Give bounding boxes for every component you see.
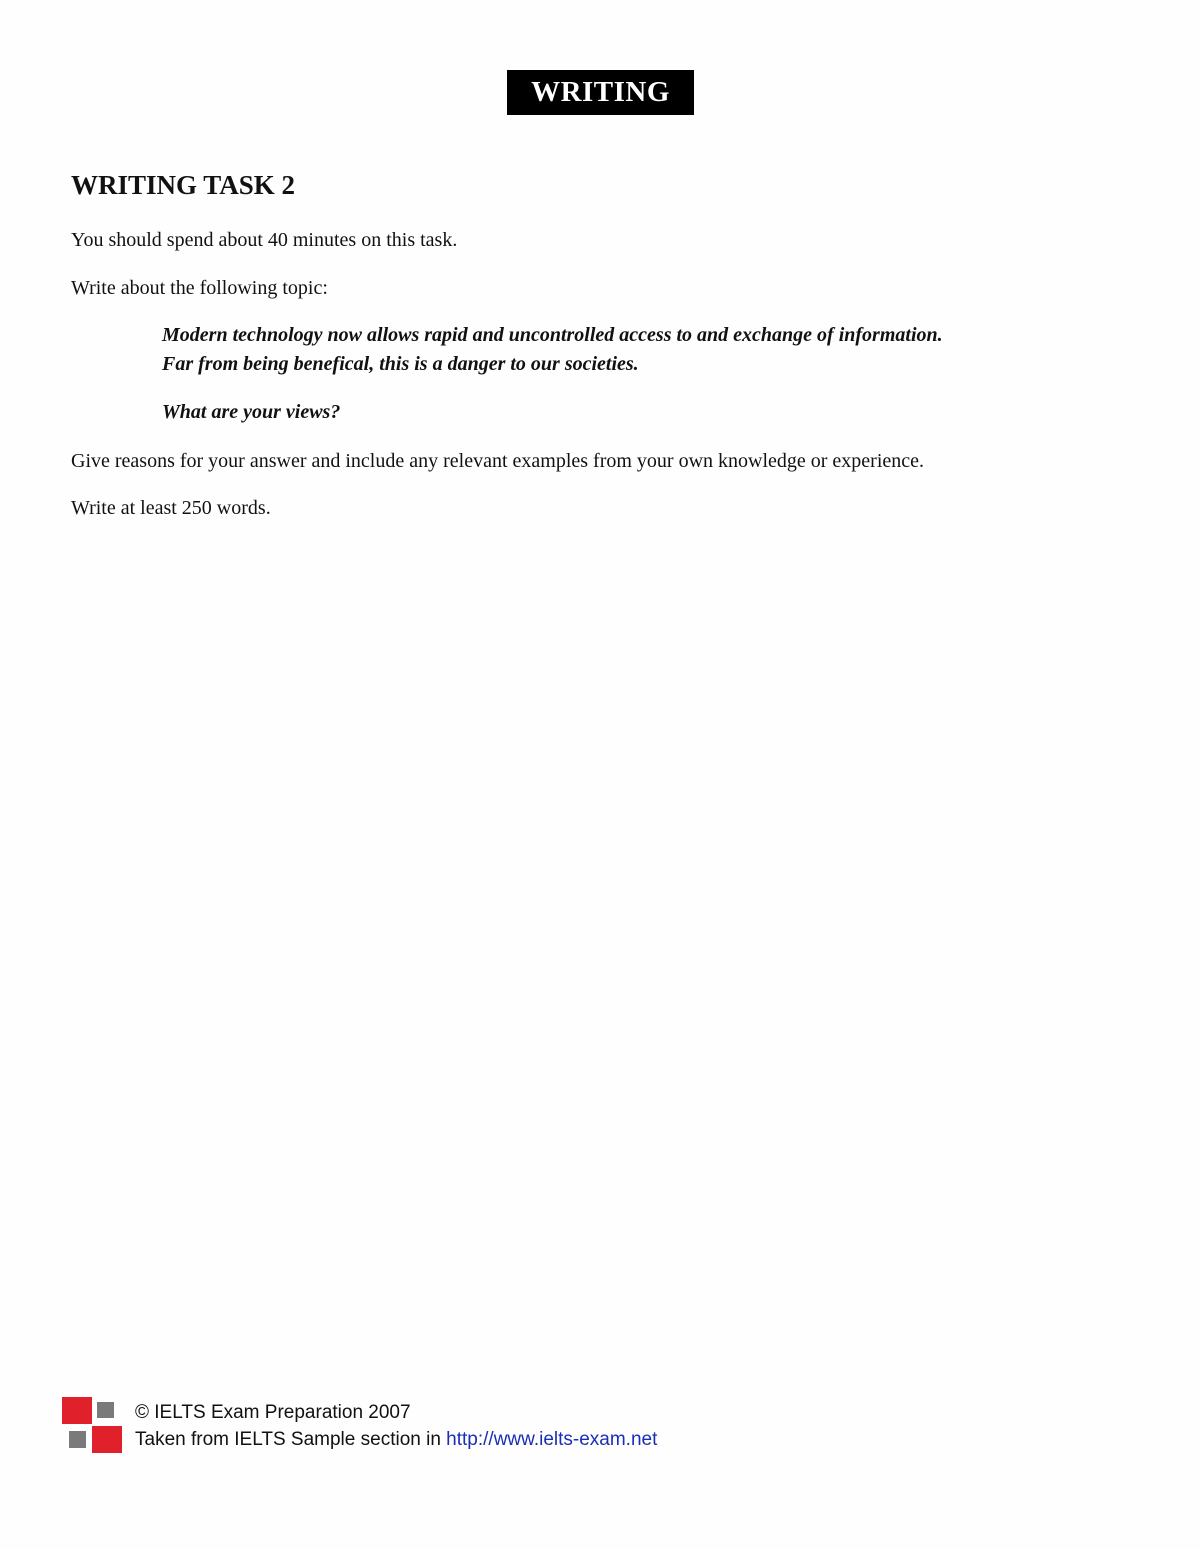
footer-source-prefix: Taken from IELTS Sample section in [135, 1429, 447, 1450]
prompt-line-2: Far from being benefical, this is a danger to our societies. [162, 353, 639, 375]
logo-square-red-top [62, 1397, 92, 1424]
topic-intro: Write about the following topic: [71, 277, 328, 299]
prompt-question: What are your views? [162, 401, 341, 423]
footer-copyright: © IELTS Exam Preparation 2007 [135, 1402, 411, 1423]
reasons-instruction: Give reasons for your answer and include any relevant examples from your own knowledge or experience. [71, 450, 925, 472]
word-count-instruction: Write at least 250 words. [71, 497, 271, 519]
prompt-line-1: Modern technology now allows rapid and uncontrolled access to and exchange of information. [162, 324, 943, 346]
section-banner [507, 70, 694, 115]
logo-square-gray-top [97, 1402, 114, 1418]
publisher-logo [62, 1397, 122, 1455]
task-heading: WRITING TASK 2 [71, 170, 296, 200]
logo-square-gray-bottom [69, 1431, 86, 1448]
section-banner-label: WRITING [531, 76, 670, 108]
footer-source [135, 1429, 657, 1451]
logo-square-red-bottom [92, 1426, 122, 1453]
time-instruction: You should spend about 40 minutes on this task. [71, 229, 458, 251]
footer-source-link[interactable]: http://www.ielts-exam.net [446, 1429, 658, 1450]
